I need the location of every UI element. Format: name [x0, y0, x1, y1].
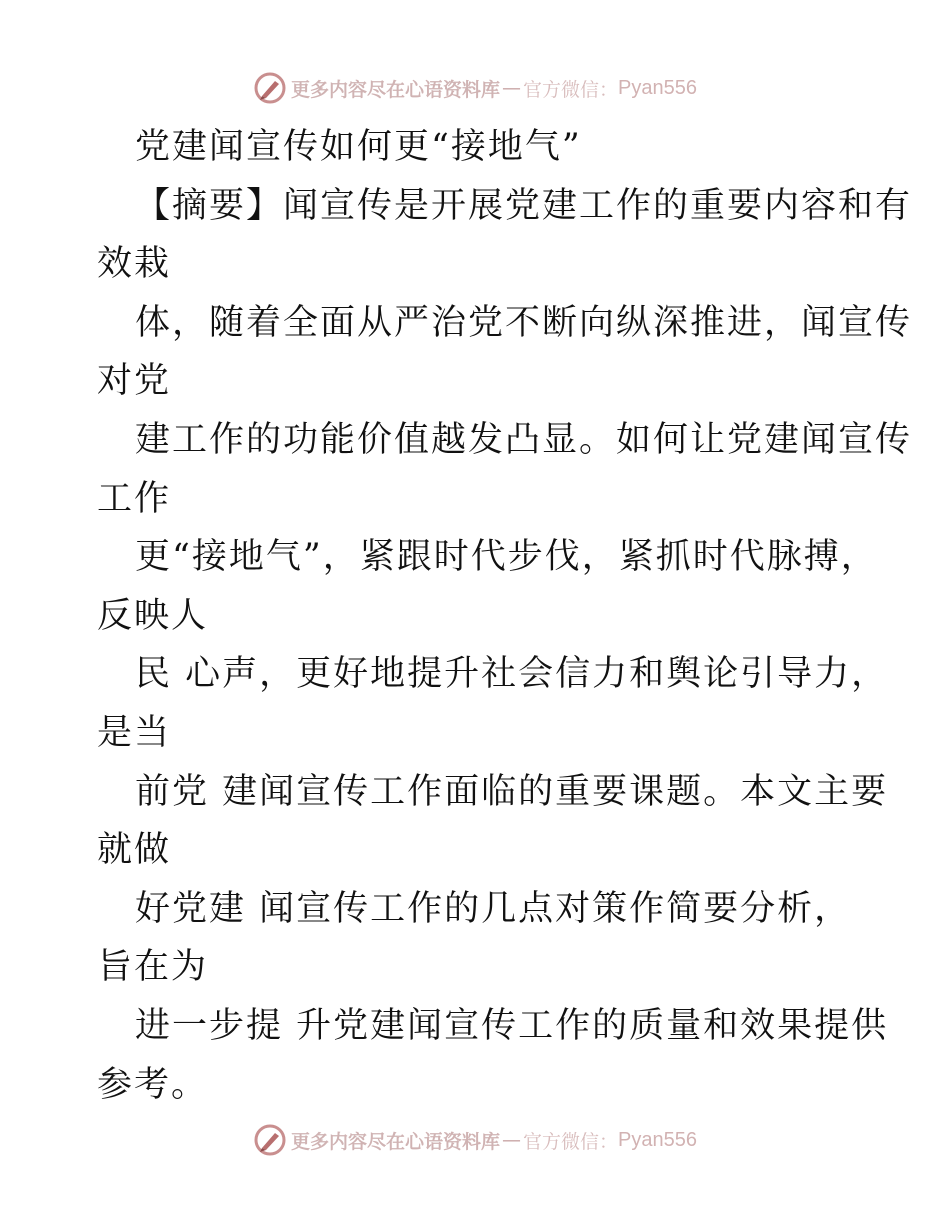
- banner-text: 更多内容尽在心语资料库: [291, 78, 501, 101]
- banner-wechat-label: 官方微信：: [523, 1130, 619, 1153]
- header-banner: [0, 68, 950, 108]
- text-line: 效栽: [97, 244, 172, 285]
- pen-logo-icon: [253, 71, 287, 105]
- text-line: 好党建 闻宣传工作的几点对策作简要分析，: [135, 888, 852, 929]
- text-line: 前党 建闻宣传工作面临的重要课题。本文主要: [135, 771, 889, 812]
- banner-separator: —: [502, 77, 522, 99]
- text-line: 就做: [97, 830, 172, 871]
- banner-separator: —: [502, 1129, 522, 1151]
- text-line: 对党: [97, 361, 172, 402]
- text-line: 是当: [97, 712, 172, 753]
- text-line: 民 心声，更好地提升社会信力和舆论引导力，: [135, 654, 889, 695]
- text-line: 旨在为: [97, 947, 209, 988]
- text-line: 更“接地气”，紧跟时代步伐，紧抓时代脉搏，: [135, 537, 878, 578]
- document-body: [97, 118, 913, 1114]
- text-line: 进一步提 升党建闻宣传工作的质量和效果提供: [135, 1005, 889, 1046]
- footer-banner: [0, 1120, 950, 1160]
- banner-wechat-id: Pyan556: [618, 1128, 697, 1151]
- text-line: 反映人: [97, 595, 209, 636]
- banner-text: 更多内容尽在心语资料库: [291, 1130, 501, 1153]
- text-line: 【摘要】闻宣传是开展党建工作的重要内容和有: [135, 185, 913, 226]
- text-line: 参考。: [97, 1064, 209, 1105]
- text-line: 建工作的功能价值越发凸显。如何让党建闻宣传: [135, 419, 913, 460]
- text-line: 工作: [97, 478, 172, 519]
- text-line: 体，随着全面从严治党不断向纵深推进，闻宣传: [135, 302, 913, 343]
- banner-wechat-id: Pyan556: [618, 76, 697, 99]
- banner-wechat-label: 官方微信：: [523, 78, 619, 101]
- pen-logo-icon: [253, 1123, 287, 1157]
- document-title: 党建闻宣传如何更“接地气”: [135, 127, 582, 167]
